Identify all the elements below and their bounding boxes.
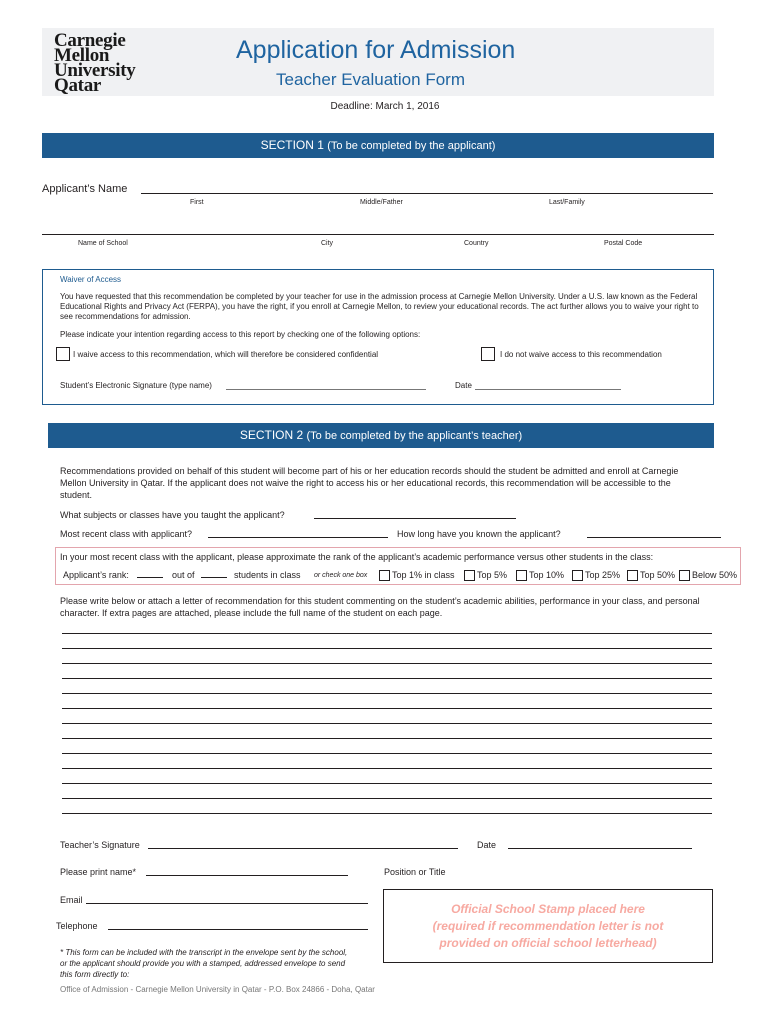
teacher-signature-field[interactable] <box>148 848 458 849</box>
rank-below50-label: Below 50% <box>692 570 738 580</box>
middle-name-caption: Middle/Father <box>360 199 403 206</box>
teacher-signature-label: Teacher’s Signature <box>60 840 140 850</box>
waiver-paragraph: You have requested that this recommendation be completed by your teacher for use in the admission process at Carnegie Mellon University. Under a U.S. law known as the Federal Educational Rights and Privacy Act (FERPA), you have the right, if you enroll at Carnegie Mellon, to review your educational records. The act further allows you to waive your right to see recommendations for admission. <box>60 292 699 321</box>
city-caption: City <box>321 240 334 247</box>
recommendation-line[interactable] <box>62 798 712 799</box>
recommendation-line[interactable] <box>62 783 712 784</box>
recommendation-line[interactable] <box>62 663 712 664</box>
position-label: Position or Title <box>384 867 446 877</box>
rank-students-label: students in class <box>234 570 301 580</box>
applicant-name-label: Applicant’s Name <box>42 183 128 195</box>
rank-position-field[interactable] <box>137 577 163 578</box>
recommendation-line[interactable] <box>62 723 712 724</box>
university-logo: Carnegie Mellon University Qatar <box>54 30 136 96</box>
subjects-field[interactable] <box>314 518 516 519</box>
recommendation-line[interactable] <box>62 768 712 769</box>
no-waive-option-label: I do not waive access to this recommendation <box>500 350 662 359</box>
country-caption: Country <box>464 240 489 247</box>
rank-top50-checkbox[interactable] <box>627 570 638 581</box>
student-signature-field[interactable] <box>226 389 426 390</box>
recommendation-line[interactable] <box>62 813 712 814</box>
waiver-title: Waiver of Access <box>60 275 122 284</box>
how-long-label: How long have you known the applicant? <box>397 529 561 539</box>
mailing-note: * This form can be included with the transcript in the envelope sent by the school, or the applicant should provide you with a stamped, addressed envelope to send this form directly to: <box>60 948 348 979</box>
section1-header: SECTION 1 (To be completed by the applicant) <box>42 133 714 158</box>
deadline: Deadline: March 1, 2016 <box>330 101 440 112</box>
last-name-caption: Last/Family <box>549 199 585 206</box>
waive-checkbox[interactable] <box>56 347 70 361</box>
email-label: Email <box>60 895 83 905</box>
print-name-label: Please print name* <box>60 867 137 877</box>
rank-label: Applicant’s rank: <box>63 570 129 580</box>
email-field[interactable] <box>86 903 368 904</box>
recommendation-line[interactable] <box>62 633 712 634</box>
postal-caption: Postal Code <box>604 240 643 247</box>
teacher-date-field[interactable] <box>508 848 692 849</box>
teacher-date-label: Date <box>477 840 497 850</box>
no-waive-checkbox[interactable] <box>481 347 495 361</box>
first-name-caption: First <box>190 199 204 206</box>
school-field[interactable] <box>42 234 714 235</box>
recent-class-label: Most recent class with applicant? <box>60 529 193 539</box>
waiver-date-field[interactable] <box>475 389 621 390</box>
form-subtitle: Teacher Evaluation Form <box>276 70 465 89</box>
rank-top50-label: Top 50% <box>640 570 676 580</box>
applicant-name-field[interactable] <box>141 193 713 194</box>
rank-top5-label: Top 5% <box>477 570 508 580</box>
rank-below50-checkbox[interactable] <box>679 570 690 581</box>
recent-class-field[interactable] <box>208 537 388 538</box>
recommendation-line[interactable] <box>62 708 712 709</box>
waiver-instruction: Please indicate your intention regarding access to this report by checking one of the following options: <box>60 330 421 339</box>
rank-top10-checkbox[interactable] <box>516 570 527 581</box>
rank-top25-checkbox[interactable] <box>572 570 583 581</box>
recommendation-line[interactable] <box>62 753 712 754</box>
section2-header: SECTION 2 (To be completed by the applicant’s teacher) <box>48 423 714 448</box>
print-name-field[interactable] <box>146 875 348 876</box>
rank-or-label: or check one box <box>314 572 368 579</box>
rank-top10-label: Top 10% <box>529 570 565 580</box>
rank-out-of-label: out of <box>172 570 195 580</box>
recommendation-line[interactable] <box>62 693 712 694</box>
rank-total-field[interactable] <box>201 577 227 578</box>
rank-top1-label: Top 1% in class <box>392 570 455 580</box>
telephone-field[interactable] <box>108 929 368 930</box>
rank-instruction: In your most recent class with the applicant, please approximate the rank of the applicant’s academic performance versus other students in the class: <box>60 552 654 562</box>
recommendation-line[interactable] <box>62 648 712 649</box>
school-stamp-text: Official School Stamp placed here (required if recommendation letter is not provided on official school letterhead) <box>432 902 664 950</box>
rank-top1-checkbox[interactable] <box>379 570 390 581</box>
school-caption: Name of School <box>78 240 128 247</box>
telephone-label: Telephone <box>56 921 98 931</box>
section2-intro: Recommendations provided on behalf of this student will become part of his or her education records should the student be admitted and enroll at Carnegie Mellon University in Qatar. If the applicant does not waive the right to access his or her educational records, this recommendation will be accessible to the student. <box>60 466 679 500</box>
waive-option-label: I waive access to this recommendation, which will therefore be considered confidential <box>73 350 379 359</box>
subjects-label: What subjects or classes have you taught the applicant? <box>60 510 285 520</box>
student-signature-label: Student’s Electronic Signature (type name) <box>60 381 212 390</box>
waiver-date-label: Date <box>455 381 472 390</box>
how-long-field[interactable] <box>587 537 721 538</box>
rank-top5-checkbox[interactable] <box>464 570 475 581</box>
form-title: Application for Admission <box>236 36 516 64</box>
recommendation-line[interactable] <box>62 738 712 739</box>
letter-instruction: Please write below or attach a letter of recommendation for this student commenting on the student’s academic abilities, performance in your class, and personal character. If extra pages are attached, please include the full name of the student on each page. <box>60 596 700 618</box>
recommendation-line[interactable] <box>62 678 712 679</box>
footer-address: Office of Admission - Carnegie Mellon University in Qatar - P.O. Box 24866 - Doha, Qatar <box>60 985 375 994</box>
rank-top25-label: Top 25% <box>585 570 621 580</box>
